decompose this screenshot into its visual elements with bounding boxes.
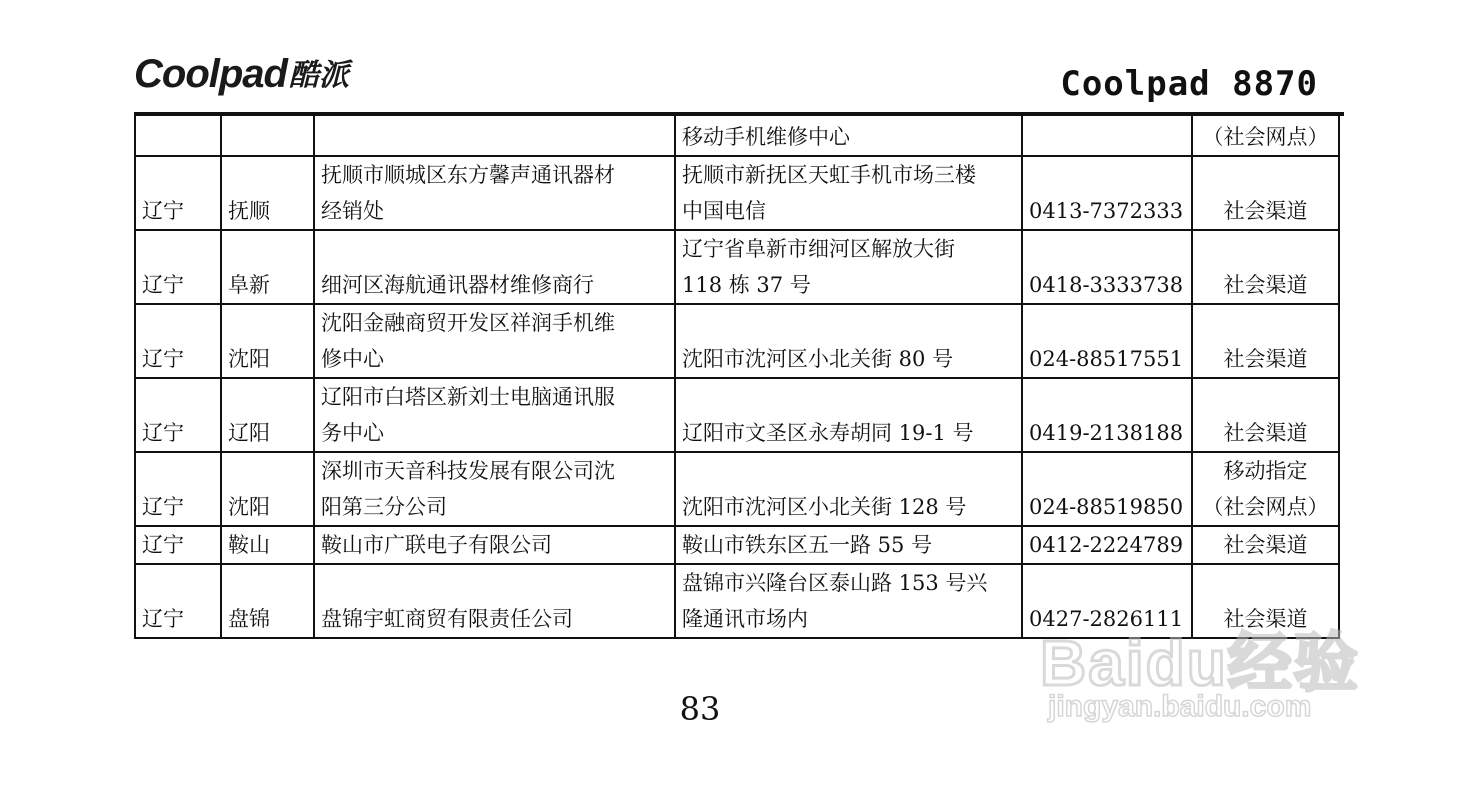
- cell-phone: 0427-2826111: [1022, 564, 1192, 638]
- cell-province: 辽宁: [135, 564, 221, 638]
- cell-dealer-name-line: 阳第三分公司: [321, 495, 447, 519]
- cell-address: [675, 526, 1022, 564]
- cell-channel-type-line: （社会网点）: [1202, 125, 1329, 149]
- cell-dealer-name: [314, 452, 675, 526]
- cell-province: [135, 116, 221, 156]
- cell-address-line: 沈阳市沈河区小北关街 128 号: [682, 495, 967, 519]
- cell-channel-type: [1192, 304, 1339, 378]
- cell-city: 阜新: [221, 230, 314, 304]
- cell-address: [675, 564, 1022, 638]
- cell-dealer-name: [314, 230, 675, 304]
- cell-address-line: 鞍山市铁东区五一路 55 号: [682, 533, 933, 557]
- cell-dealer-name: [314, 526, 675, 564]
- cell-phone: [1022, 116, 1192, 156]
- cell-phone: 0412-2224789: [1022, 526, 1192, 564]
- cell-channel-type: [1192, 526, 1339, 564]
- cell-dealer-name-line: 修中心: [321, 347, 384, 371]
- cell-dealer-name-line: 细河区海航通讯器材维修商行: [321, 273, 594, 297]
- cell-dealer-name-line: 务中心: [321, 421, 384, 445]
- table-row: [135, 564, 1339, 638]
- table-row: [135, 452, 1339, 526]
- cell-province: 辽宁: [135, 304, 221, 378]
- cell-address: [675, 116, 1022, 156]
- cell-city: 沈阳: [221, 452, 314, 526]
- cell-address: [675, 378, 1022, 452]
- cell-address-line: 移动手机维修中心: [682, 125, 850, 149]
- cell-dealer-name: [314, 564, 675, 638]
- cell-dealer-name-line: 鞍山市广联电子有限公司: [321, 533, 552, 557]
- service-center-table: [134, 116, 1340, 639]
- cell-province: 辽宁: [135, 526, 221, 564]
- cell-channel-type: [1192, 452, 1339, 526]
- cell-address: [675, 156, 1022, 230]
- table-row: [135, 378, 1339, 452]
- cell-channel-type-line: 移动指定: [1223, 459, 1308, 483]
- cell-dealer-name-line: 沈阳金融商贸开发区祥润手机维: [321, 311, 615, 335]
- cell-city: [221, 116, 314, 156]
- cell-address-line: 辽宁省阜新市细河区解放大街: [682, 237, 955, 261]
- cell-city: 沈阳: [221, 304, 314, 378]
- cell-address: [675, 452, 1022, 526]
- cell-city: 抚顺: [221, 156, 314, 230]
- table-body: [135, 116, 1339, 638]
- cell-channel-type: [1192, 156, 1339, 230]
- cell-channel-type: [1192, 378, 1339, 452]
- cell-address-line: 盘锦市兴隆台区泰山路 153 号兴: [682, 571, 988, 595]
- cell-dealer-name-line: 盘锦宇虹商贸有限责任公司: [321, 607, 573, 631]
- cell-phone: 024-88517551: [1022, 304, 1192, 378]
- cell-province: 辽宁: [135, 230, 221, 304]
- cell-dealer-name-line: 辽阳市白塔区新刘士电脑通讯服: [321, 385, 615, 409]
- cell-channel-type-line: 社会渠道: [1223, 199, 1308, 223]
- table-row: [135, 230, 1339, 304]
- cell-address-line: 沈阳市沈河区小北关街 80 号: [682, 347, 954, 371]
- cell-channel-type: [1192, 564, 1339, 638]
- cell-channel-type-line: 社会渠道: [1223, 421, 1308, 445]
- cell-channel-type-line: 社会渠道: [1223, 607, 1308, 631]
- model-title: Coolpad 8870: [1060, 64, 1318, 104]
- cell-phone: 0419-2138188: [1022, 378, 1192, 452]
- cell-channel-type-line: 社会渠道: [1223, 347, 1308, 371]
- cell-address-line: 118 栋 37 号: [682, 273, 811, 297]
- watermark-url: jingyan.baidu.com: [1048, 690, 1312, 723]
- cell-dealer-name-line: 深圳市天音科技发展有限公司沈: [321, 459, 615, 483]
- cell-channel-type: [1192, 116, 1339, 156]
- cell-channel-type-line: （社会网点）: [1202, 495, 1329, 519]
- cell-dealer-name: [314, 304, 675, 378]
- watermark-brand: Baidu经验: [1040, 627, 1360, 699]
- cell-province: 辽宁: [135, 452, 221, 526]
- cell-phone: 0413-7372333: [1022, 156, 1192, 230]
- cell-province: 辽宁: [135, 156, 221, 230]
- table-row: [135, 526, 1339, 564]
- table-row: [135, 156, 1339, 230]
- logo-text-en: Coolpad: [134, 52, 287, 96]
- cell-address: [675, 230, 1022, 304]
- table-row: [135, 304, 1339, 378]
- cell-address-line: 隆通讯市场内: [682, 607, 808, 631]
- cell-dealer-name: [314, 378, 675, 452]
- cell-dealer-name-line: 经销处: [321, 199, 384, 223]
- cell-address-line: 中国电信: [682, 199, 766, 223]
- cell-address: [675, 304, 1022, 378]
- logo-text-cn: 酷派: [288, 58, 349, 93]
- cell-city: 辽阳: [221, 378, 314, 452]
- page-number: 83: [679, 690, 721, 728]
- table-row: [135, 116, 1339, 156]
- cell-dealer-name: [314, 156, 675, 230]
- cell-phone: 0418-3333738: [1022, 230, 1192, 304]
- cell-address-line: 辽阳市文圣区永寿胡同 19-1 号: [682, 421, 974, 445]
- cell-city: 鞍山: [221, 526, 314, 564]
- cell-channel-type: [1192, 230, 1339, 304]
- cell-phone: 024-88519850: [1022, 452, 1192, 526]
- cell-dealer-name-line: 抚顺市顺城区东方馨声通讯器材: [321, 163, 615, 187]
- cell-address-line: 抚顺市新抚区天虹手机市场三楼: [682, 163, 976, 187]
- cell-dealer-name: [314, 116, 675, 156]
- cell-channel-type-line: 社会渠道: [1223, 273, 1308, 297]
- cell-province: 辽宁: [135, 378, 221, 452]
- cell-channel-type-line: 社会渠道: [1223, 533, 1308, 557]
- coolpad-logo: [134, 52, 349, 96]
- cell-city: 盘锦: [221, 564, 314, 638]
